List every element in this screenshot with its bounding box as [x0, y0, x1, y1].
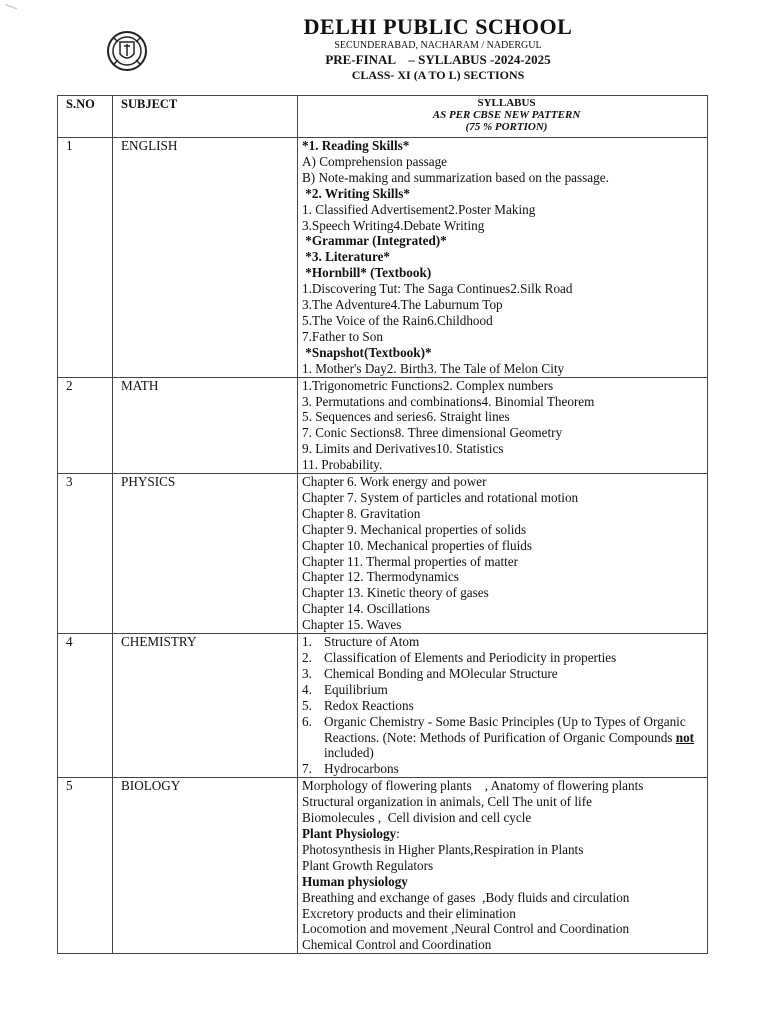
item-text: Classification of Elements and Periodicity in properties — [324, 650, 617, 665]
syllabus-item: 4. Binomial Theorem — [481, 393, 595, 409]
syllabus-item: 6.Childhood — [427, 312, 493, 328]
syllabus-line: Chapter 11. Thermal properties of matter — [302, 553, 519, 569]
item-number: 3. — [302, 665, 312, 681]
syllabus-line: *1. Reading Skills* — [302, 138, 410, 153]
syllabus-item: 5.The Voice of the Rain — [302, 312, 428, 328]
syllabus-line — [302, 297, 703, 313]
syllabus-item: 1.Discovering Tut: The Saga Continues — [302, 281, 511, 297]
syllabus-line: B) Note-making and summarization based on the passage. — [302, 169, 609, 185]
syllabus-table — [57, 95, 708, 954]
syllabus-line: *Grammar (Integrated)* — [302, 233, 447, 249]
syllabus-item: 5. Sequences and series — [302, 409, 427, 425]
syllabus-line — [302, 218, 703, 234]
syllabus-item: 1. Mother's Day — [302, 360, 387, 376]
header-syllabus-title: SYLLABUS — [477, 97, 536, 109]
syllabus-line: Chapter 14. Oscillations — [302, 601, 430, 617]
item-number: 6. — [302, 713, 312, 729]
table-row — [58, 634, 708, 778]
syllabus-line: Biomolecules , Cell division and cell cycle — [302, 810, 532, 826]
syllabus-line: Chapter 9. Mechanical properties of solids — [302, 521, 527, 537]
syllabus-item: Photosynthesis in Higher Plants, — [302, 841, 474, 857]
item-number: 2. — [302, 650, 312, 665]
syllabus-line — [302, 361, 703, 377]
syllabus-line — [302, 281, 703, 297]
table-row — [58, 377, 708, 473]
syllabus-item: 7. Conic Sections — [302, 425, 395, 441]
syllabus-line: *Hornbill* (Textbook) — [302, 265, 432, 281]
syllabus-line: Chemical Control and Coordination — [302, 937, 492, 953]
syllabus-item: 4.Debate Writing — [393, 217, 485, 233]
row-syllabus-content — [298, 138, 708, 378]
numbered-item — [302, 714, 703, 762]
syllabus-item: 1.Trigonometric Functions — [302, 377, 443, 393]
syllabus-item: 9. Limits and Derivatives — [302, 441, 437, 457]
header-sno: S.NO — [58, 96, 113, 138]
syllabus-line: Chapter 15. Waves — [302, 617, 402, 633]
syllabus-line: *Snapshot(Textbook)* — [302, 344, 432, 360]
item-number: 5. — [302, 697, 312, 713]
syllabus-item: 10. Statistics — [436, 441, 504, 457]
table-row — [58, 778, 708, 954]
row-subject: CHEMISTRY — [113, 634, 298, 778]
table-row — [58, 138, 708, 378]
row-sno: 1 — [58, 138, 113, 378]
syllabus-line: 11. Probability. — [302, 457, 383, 473]
item-text: Redox Reactions — [324, 697, 414, 713]
syllabus-line — [302, 425, 703, 441]
syllabus-item: Neural Control and Coordination — [454, 921, 630, 937]
item-text: Equilibrium — [324, 681, 388, 697]
school-name: DELHI PUBLIC SCHOOL — [303, 14, 573, 39]
header-syllabus — [298, 96, 708, 138]
numbered-item — [302, 650, 703, 666]
item-text: Structure of Atom — [324, 634, 420, 650]
row-subject: ENGLISH — [113, 138, 298, 378]
syllabus-suffix: : — [396, 825, 400, 841]
syllabus-item: 3.The Adventure — [302, 297, 391, 313]
header-syllabus-pattern: AS PER CBSE NEW PATTERN — [432, 109, 581, 121]
syllabus-line — [302, 921, 703, 937]
syllabus-item: 2. Complex numbers — [442, 377, 554, 393]
syllabus-line: *3. Literature* — [302, 249, 391, 265]
row-sno: 3 — [58, 474, 113, 634]
syllabus-line — [302, 890, 703, 906]
header-subject: SUBJECT — [113, 96, 298, 138]
syllabus-line: Plant Physiology: — [302, 825, 400, 841]
header-syllabus-portion: (75 % PORTION) — [465, 121, 548, 133]
syllabus-line — [302, 202, 703, 218]
row-subject: BIOLOGY — [113, 778, 298, 954]
row-sno: 2 — [58, 377, 113, 473]
syllabus-line: Chapter 8. Gravitation — [302, 505, 421, 521]
item-text: Chemical Bonding and MOlecular Structure — [324, 665, 558, 681]
syllabus-line: Chapter 10. Mechanical properties of fluids — [302, 537, 532, 553]
item-number: 1. — [302, 634, 312, 650]
syllabus-line: Excretory products and their elimination — [302, 905, 516, 921]
syllabus-item: 3.Speech Writing — [302, 217, 394, 233]
syllabus-line: 7.Father to Son — [302, 328, 383, 344]
school-address: SECUNDERABAD, NACHARAM / NADERGUL — [334, 40, 542, 51]
exam-title: PRE-FINAL – SYLLABUS -2024-2025 — [325, 52, 551, 67]
row-subject: PHYSICS — [113, 474, 298, 634]
table-row — [58, 474, 708, 634]
syllabus-item: 4.The Laburnum Top — [390, 297, 503, 313]
syllabus-line: Human physiology — [302, 873, 408, 889]
item-number: 4. — [302, 681, 312, 697]
item-text: Hydrocarbons — [324, 761, 399, 777]
syllabus-line — [302, 441, 703, 457]
syllabus-item: 2.Silk Road — [510, 281, 573, 297]
item-text: Organic Chemistry - Some Basic Principles (Up to Types of Organic Reactions. (Note: Methods of Purification of Organic Compounds not included) — [324, 713, 695, 761]
syllabus-item: 2.Poster Making — [448, 201, 536, 217]
school-crest-icon — [106, 30, 148, 72]
item-number: 7. — [302, 761, 312, 777]
numbered-item — [302, 761, 703, 777]
syllabus-line: Chapter 7. System of particles and rotational motion — [302, 489, 579, 505]
row-sno: 5 — [58, 778, 113, 954]
syllabus-line: A) Comprehension passage — [302, 153, 448, 169]
table-header-row — [58, 96, 708, 138]
syllabus-line — [302, 378, 703, 394]
syllabus-item: Breathing and exchange of gases , — [302, 889, 486, 905]
syllabus-item: 3. The Tale of Melon City — [427, 360, 565, 376]
numbered-item — [302, 682, 703, 698]
syllabus-line: *2. Writing Skills* — [302, 185, 410, 201]
syllabus-line — [302, 409, 703, 425]
numbered-item — [302, 698, 703, 714]
syllabus-item: 1. Classified Advertisement — [302, 201, 449, 217]
scan-artifact — [3, 4, 17, 15]
class-line: CLASS- XI (A TO L) SECTIONS — [351, 68, 525, 82]
row-syllabus-content — [298, 474, 708, 634]
syllabus-item: 3. Permutations and combinations — [302, 393, 482, 409]
row-syllabus-content — [298, 377, 708, 473]
syllabus-line: Chapter 12. Thermodynamics — [302, 569, 459, 585]
row-subject: MATH — [113, 377, 298, 473]
syllabus-item: 2. Birth — [386, 360, 428, 376]
emphasis-not: not — [675, 729, 695, 745]
syllabus-item: Respiration in Plants — [473, 841, 584, 857]
syllabus-item: 6. Straight lines — [426, 409, 510, 425]
syllabus-line — [302, 394, 703, 410]
syllabus-item: 8. Three dimensional Geometry — [394, 425, 563, 441]
syllabus-line — [302, 842, 703, 858]
syllabus-line: Plant Growth Regulators — [302, 857, 434, 873]
syllabus-line: Structural organization in animals, Cell The unit of life — [302, 794, 592, 810]
numbered-item — [302, 666, 703, 682]
document-header — [248, 14, 628, 83]
row-syllabus-content — [298, 778, 708, 954]
syllabus-line — [302, 313, 703, 329]
syllabus-line: Chapter 6. Work energy and power — [302, 474, 487, 490]
syllabus-line: Chapter 13. Kinetic theory of gases — [302, 585, 489, 601]
syllabus-line: Morphology of flowering plants , Anatomy of flowering plants — [302, 778, 644, 794]
numbered-item — [302, 634, 703, 650]
row-sno: 4 — [58, 634, 113, 778]
syllabus-item: Body fluids and circulation — [485, 889, 630, 905]
syllabus-item: Locomotion and movement , — [302, 921, 455, 937]
row-syllabus-content — [298, 634, 708, 778]
